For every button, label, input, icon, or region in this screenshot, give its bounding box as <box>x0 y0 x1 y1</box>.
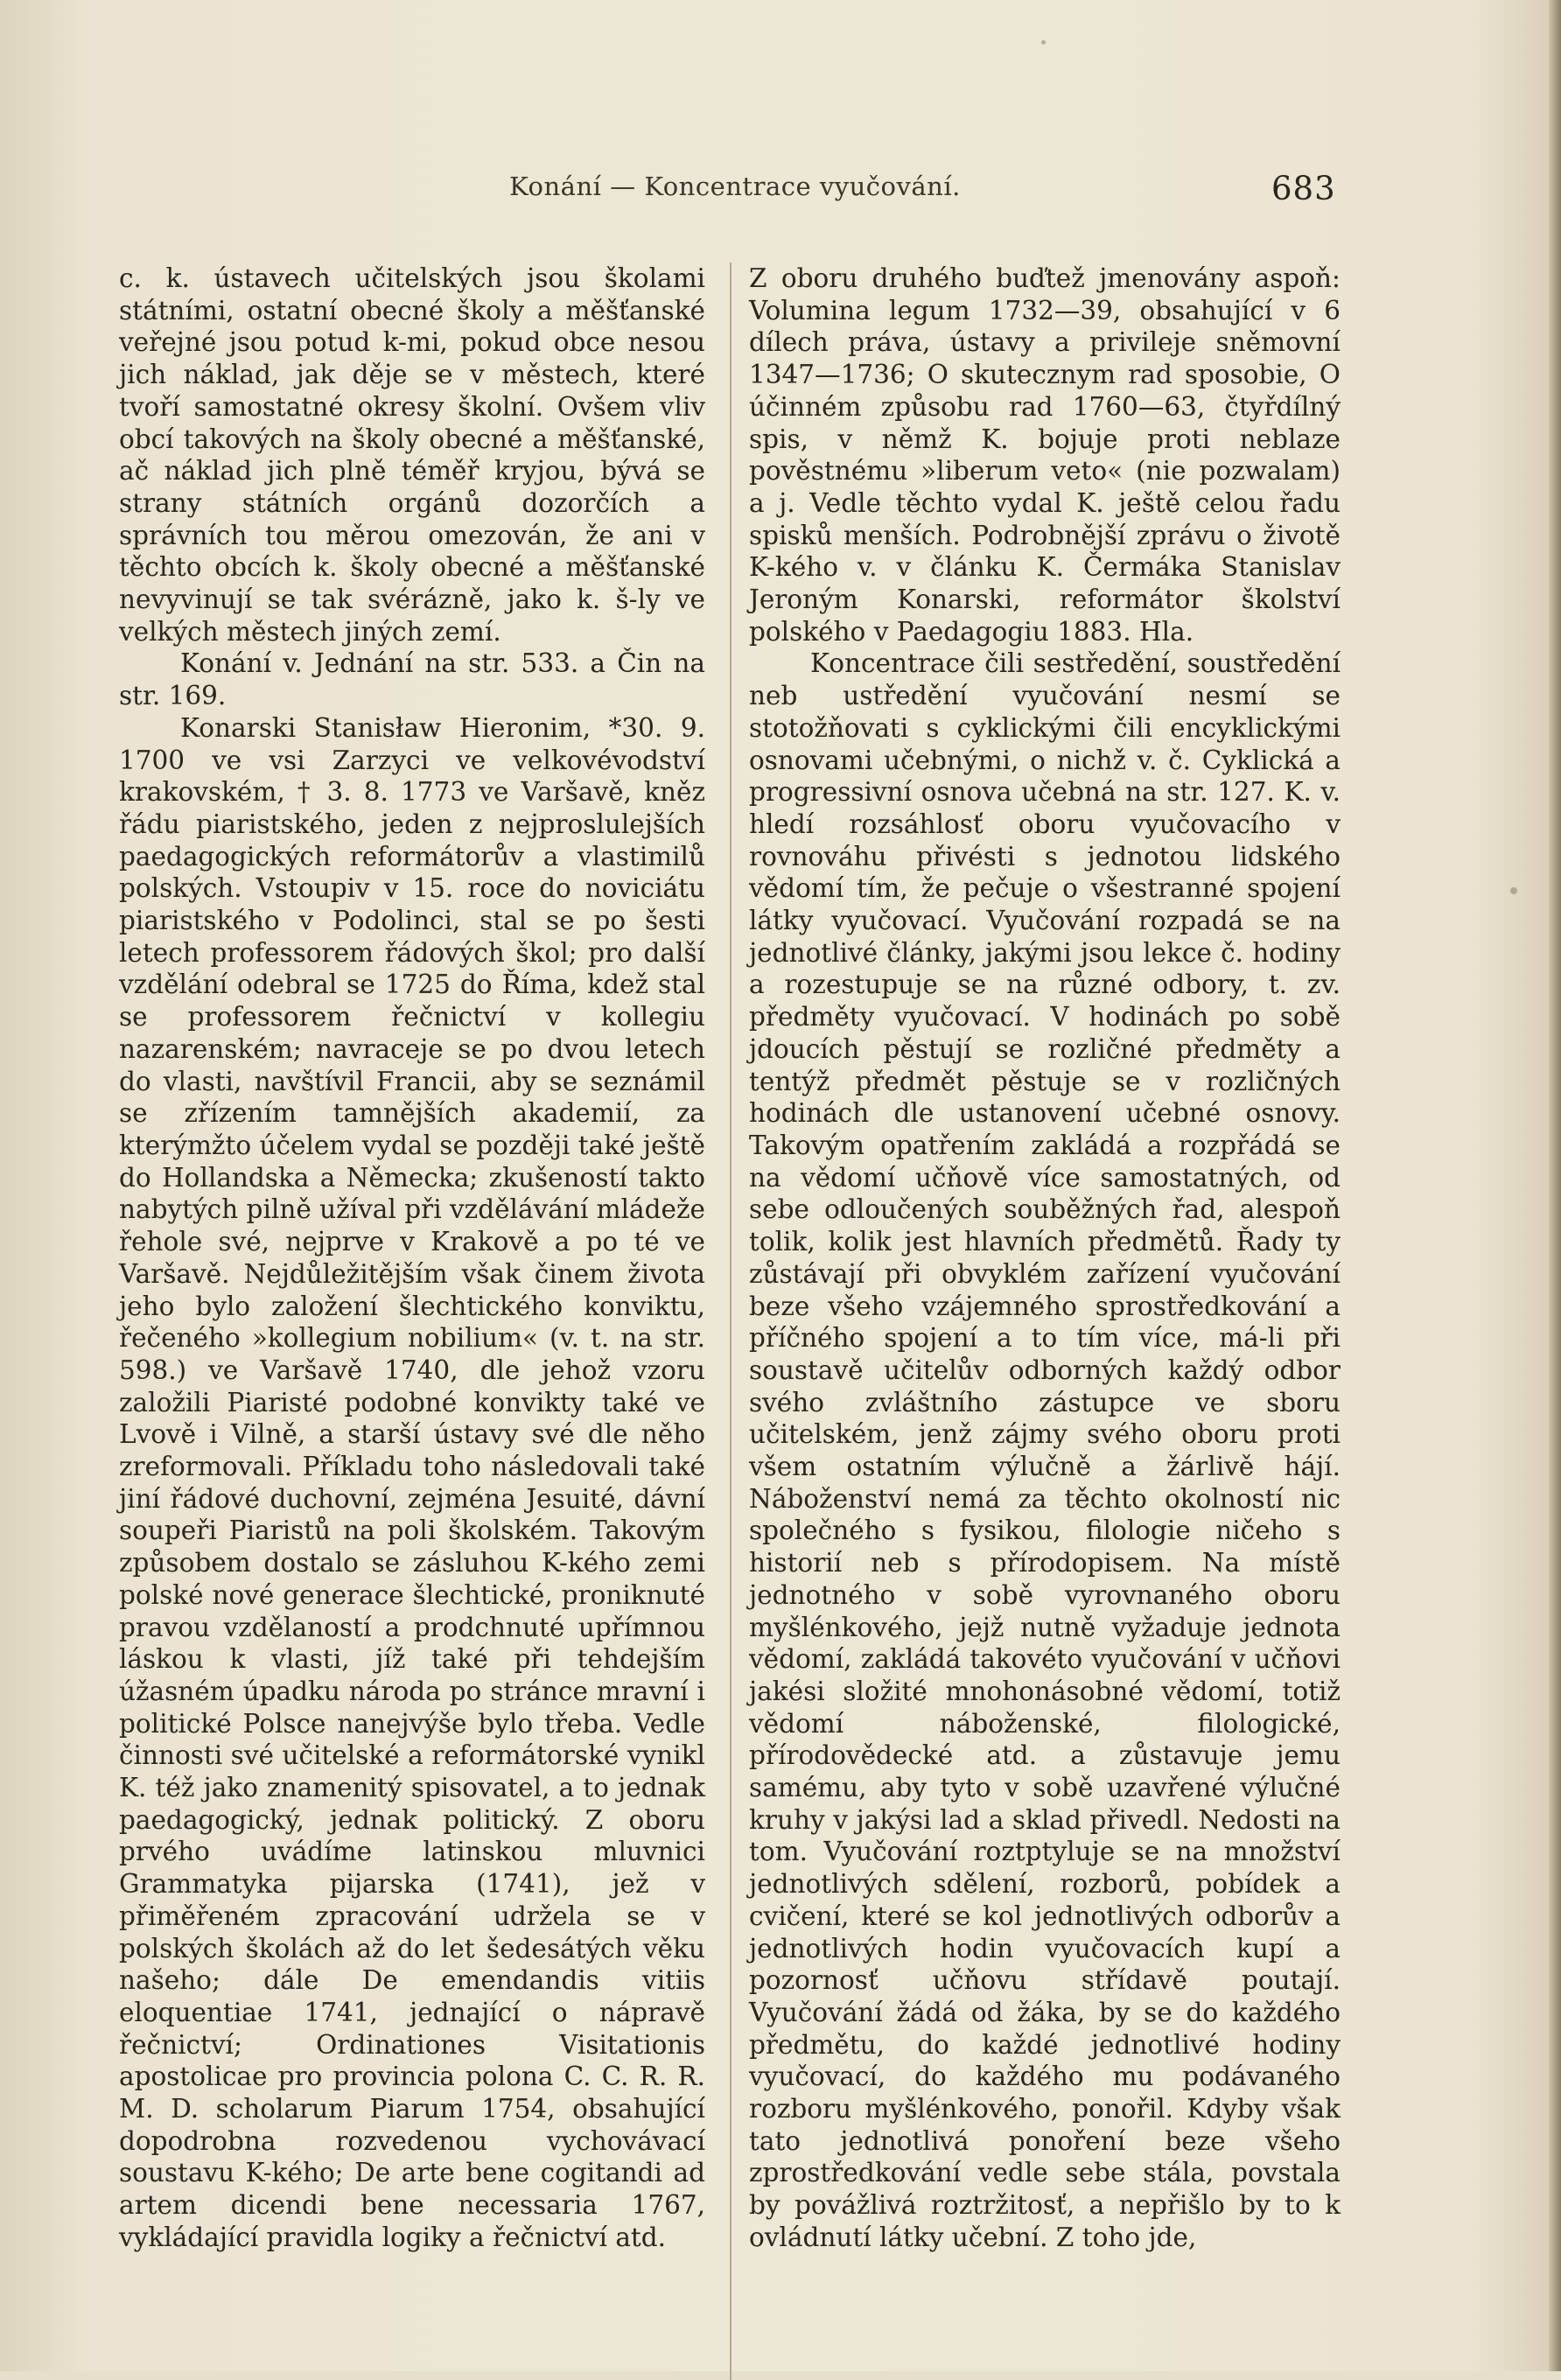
page-edge-shadow <box>1549 0 1561 2371</box>
paper-speck <box>1510 887 1517 894</box>
entry-konarski: Konarski Stanisław Hieronim, *30. 9. 1700 ve vsi Zarzyci ve velkovévodství krakovském, † 3. 8. 1773 ve Varšavě, kněz řádu piaristského, jeden z nejproslulejších paedagogických reformátorův a vlastimilů polských. Vstoupiv v 15. roce do noviciátu piaristského v Podolinci, stal se po šesti letech professorem řádových škol; pro další vzdělání odebral se 1725 do Říma, kdež stal se professorem řečnictví v kollegiu nazarenském; navraceje se po dvou letech do vlasti, navštívil Francii, aby se seznámil se zřízením tamnějších akademií, za kterýmžto účelem vydal se později také ještě do Hollandska a Německa; zkušeností takto nabytých pilně užíval při vzdělávání mládeže řehole své, nejprve v Krakově a po té ve Varšavě. Nejdůležitějším však činem života jeho bylo založení šlechtického konviktu, řečeného »kollegium nobilium« (v. t. na str. 598.) ve Varšavě 1740, dle jehož vzoru založili Piaristé podobné konvikty také ve Lvově i Vilně, a starší ústavy své dle něho zreformovali. Příkladu toho následovali také jiní řádové duchovní, zejména Jesuité, dávní soupeři Piaristů na poli školském. Takovým způsobem dostalo se zásluhou K-kého zemi polské nové generace šlechtické, proniknuté pravou vzdělaností a prodchnuté upřímnou láskou k vlasti, jíž také při tehdejším úžasném úpadku národa po stránce mravní i politické Polsce nanejvýše bylo třeba. Vedle činnosti své učitelské a reformátorské vynikl K. též jako znamenitý spisovatel, a to jednak paedagogický, jednak politický. Z oboru prvého uvádíme latinskou mluvnici Grammatyka pijarska (1741), jež v přiměřeném zpracování udržela se v polských školách až do let šedesátých věku našeho; dále De emendandis vitiis eloquentiae 1741, jednající o nápravě řečnictví; Ordinationes Visitationis apostolicae pro provincia polona C. C. R. R. M. D. scholarum Piarum 1754, obsahující dopodrobna rozvedenou vychovávací soustavu K-kého; De arte bene cogitandi ad artem dicendi bene necessaria 1767, vykládající pravidla logiky a řečnictví atd. <box>119 712 705 2252</box>
entry-konani: Konání v. Jednání na str. 533. a Čin na str. 169. <box>119 648 705 711</box>
paragraph-continuation: c. k. ústavech učitelských jsou školami státními, ostatní obecné školy a měšťanské veřejné jsou potud k-mi, pokud obce nesou jich náklad, jak děje se v městech, které tvoří samostatné okresy školní. Ovšem vliv obcí takových na školy obecné a měšťanské, ač náklad jich plně téměř kryjou, bývá se strany státních orgánů dozorčích a správních tou měrou omezován, že ani v těchto obcích k. školy obecné a měšťanské nevyvinují se tak svérázně, jako k. š-ly ve velkých městech jiných zemí. <box>119 263 705 647</box>
running-head: Konání — Koncentrace vyučování. <box>509 172 961 201</box>
page-number: 683 <box>1271 170 1336 207</box>
left-column <box>119 262 705 2254</box>
column-rule <box>730 262 732 2380</box>
paper-speck <box>1041 40 1046 45</box>
right-column <box>749 262 1340 2254</box>
paragraph-konarski-works: Z oboru druhého buďtež jmenovány aspoň: Volumina legum 1732—39, obsahující v 6 dílech práva, ústavy a privileje sněmovní 1347—1736; O skutecznym rad sposobie, O účinném způsobu rad 1760—63, čtyřdílný spis, v němž K. bojuje proti neblaze pověstnému »liberum veto« (nie pozwalam) a j. Vedle těchto vydal K. ještě celou řadu spisků menších. Podrobnější zprávu o životě K-kého v. v článku K. Čermáka Stanislav Jeroným Konarski, reformátor školství polského v Paedagogiu 1883. Hla. <box>749 263 1340 647</box>
entry-koncentrace: Koncentrace čili sestředění, soustředění neb ustředění vyučování nesmí se stotožňovati s cyklickými čili encyklickými osnovami učebnými, o nichž v. č. Cyklická a progressivní osnova učebná na str. 127. K. v. hledí rozsáhlosť oboru vyučovacího v rovnováhu přivésti s jednotou lidského vědomí tím, že pečuje o všestranné spojení látky vyučovací. Vyučování rozpadá se na jednotlivé články, jakými jsou lekce č. hodiny a rozestupuje se na různé odbory, t. zv. předměty vyučovací. V hodinách po sobě jdoucích pěstují se rozličné předměty a tentýž předmět pěstuje se v rozličných hodinách dle ustanovení učebné osnovy. Takovým opatřením zakládá a rozpřádá se na vědomí učňově více samostatných, od sebe odloučených souběžných řad, alespoň tolik, kolik jest hlavních předmětů. Řady ty zůstávají při obvyklém zařízení vyučování beze všeho vzájemného sprostředkování a příčného spojení a to tím více, má-li při soustavě učitelův odborných každý odbor svého zvláštního zástupce ve sboru učitelském, jenž zájmy svého oboru proti všem ostatním výlučně a žárlivě hájí. Náboženství nemá za těchto okolností nic společného s fysikou, filologie ničeho s historií neb s přírodopisem. Na místě jednotného v sobě vyrovnaného oboru myšlénkového, jejž nutně vyžaduje jednota vědomí, zakládá takovéto vyučování v učňovi jakési složité mnohonásobné vědomí, totiž vědomí náboženské, filologické, přírodovědecké atd. a zůstavuje jemu samému, aby tyto v sobě uzavřené výlučné kruhy v jakýsi lad a sklad přivedl. Nedosti na tom. Vyučování roztptyluje se na množství jednotlivých sdělení, rozborů, pobídek a cvičení, které se kol jednotlivých odborův a jednotlivých hodin vyučovacích kupí a pozornosť učňovu střídavě poutají. Vyučování žádá od žáka, by se do každého předmětu, do každé jednotlivé hodiny vyučovací, do každého mu podávaného rozboru myšlénkového, ponořil. Kdyby však tato jednotlivá ponoření beze všeho zprostředkování vedle sebe stála, povstala by povážlivá roztržitosť, a nepřišlo by to k ovládnutí látky učební. Z toho jde, <box>749 648 1340 2252</box>
